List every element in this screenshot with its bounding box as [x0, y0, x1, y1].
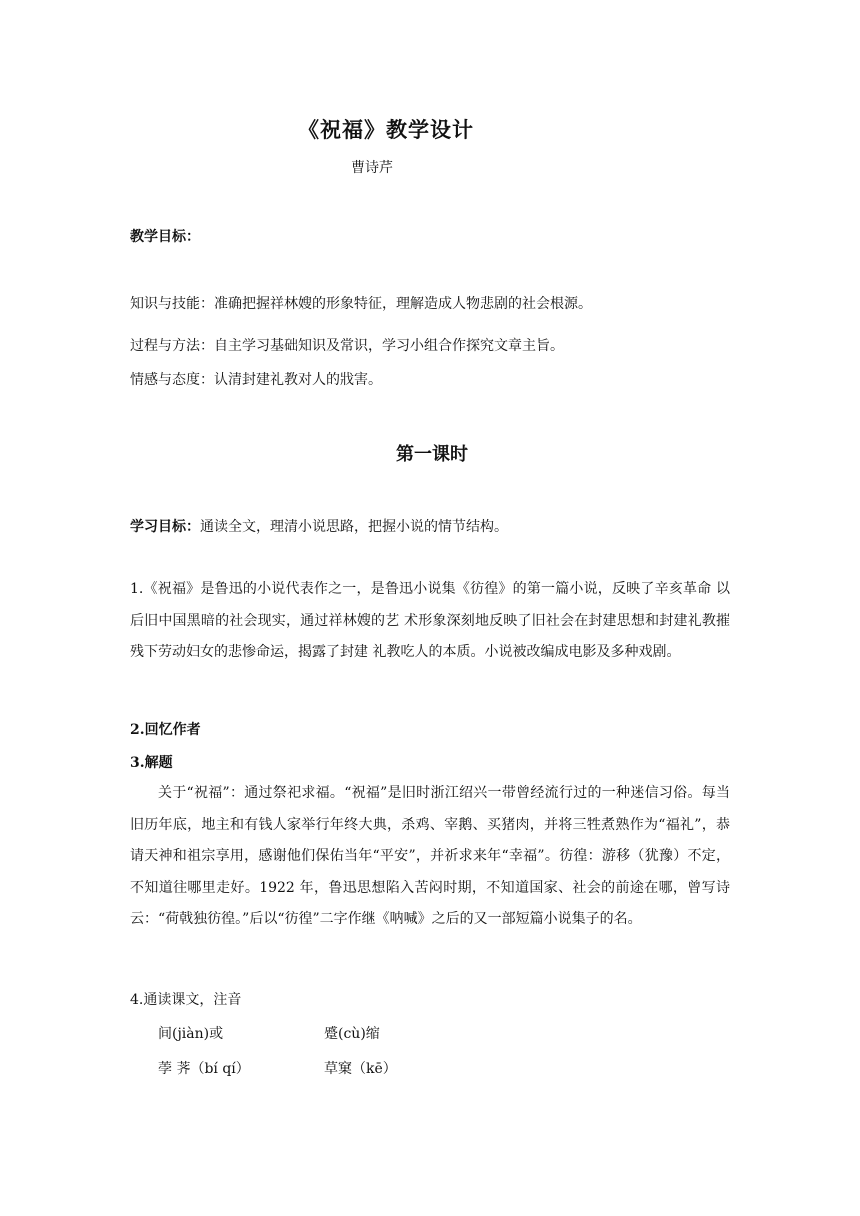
item-3-paragraph: 关于“祝福”：通过祭祀求福。“祝福”是旧时浙江绍兴一带曾经流行过的一种迷信习俗。每当旧历年底，地主和有钱人家举行年终大典，杀鸡、宰鹅、买猪肉，并将三牲煮熟作为“福礼”，恭请天神和祖宗享用，感谢他们保佑当年“平安”，并祈求来年“幸福”。彷徨：游移（犹豫）不定，不知道往哪里走好。1922 年，鲁迅思想陷入苦闷时期，不知道国家、社会的前途在哪，曾写诗云：“荷戟独彷徨。”后以“彷徨”二字作继《呐喊》之后的又一部短篇小说集子的名。	[130, 785, 730, 928]
lesson-title: 第一课时	[396, 444, 468, 465]
document-title: 《祝福》教学设计	[298, 117, 474, 142]
objective-text: 通读全文，理清小说思路，把握小说的情节结构。	[200, 519, 508, 535]
goal-process: 过程与方法：自主学习基础知识及常识，学习小组合作探究文章主旨。	[130, 338, 564, 354]
pinyin-entry: 间(jiàn)或	[158, 1026, 224, 1042]
item-4-heading: 4.通读课文，注音	[130, 992, 242, 1008]
pinyin-entry: 蹙(cù)缩	[324, 1026, 380, 1042]
item-1-paragraph: 1.《祝福》是鲁迅的小说代表作之一，是鲁迅小说集《彷徨》的第一篇小说，反映了辛亥革命 以后旧中国黑暗的社会现实，通过祥林嫂的艺 术形象深刻地反映了旧社会在封建思想和封建礼教摧残下劳动妇女的悲惨命运，揭露了封建 礼教吃人的本质。小说被改编成电影及多种戏剧。	[130, 581, 730, 661]
teaching-goals-heading: 教学目标：	[130, 229, 200, 245]
pinyin-entry: 草窠（kē）	[324, 1061, 397, 1077]
pinyin-entry: 荸 荠（bí qí）	[158, 1061, 250, 1077]
goal-knowledge: 知识与技能：准确把握祥林嫂的形象特征，理解造成人物悲剧的社会根源。	[130, 296, 592, 312]
item-2-heading: 2.回忆作者	[130, 722, 201, 738]
lesson-objective	[130, 516, 508, 536]
author-name: 曹诗芹	[351, 160, 393, 176]
item-3-heading: 3.解题	[130, 755, 173, 771]
goal-emotion: 情感与态度：认清封建礼教对人的戕害。	[130, 372, 382, 388]
objective-label: 学习目标：	[130, 519, 200, 535]
